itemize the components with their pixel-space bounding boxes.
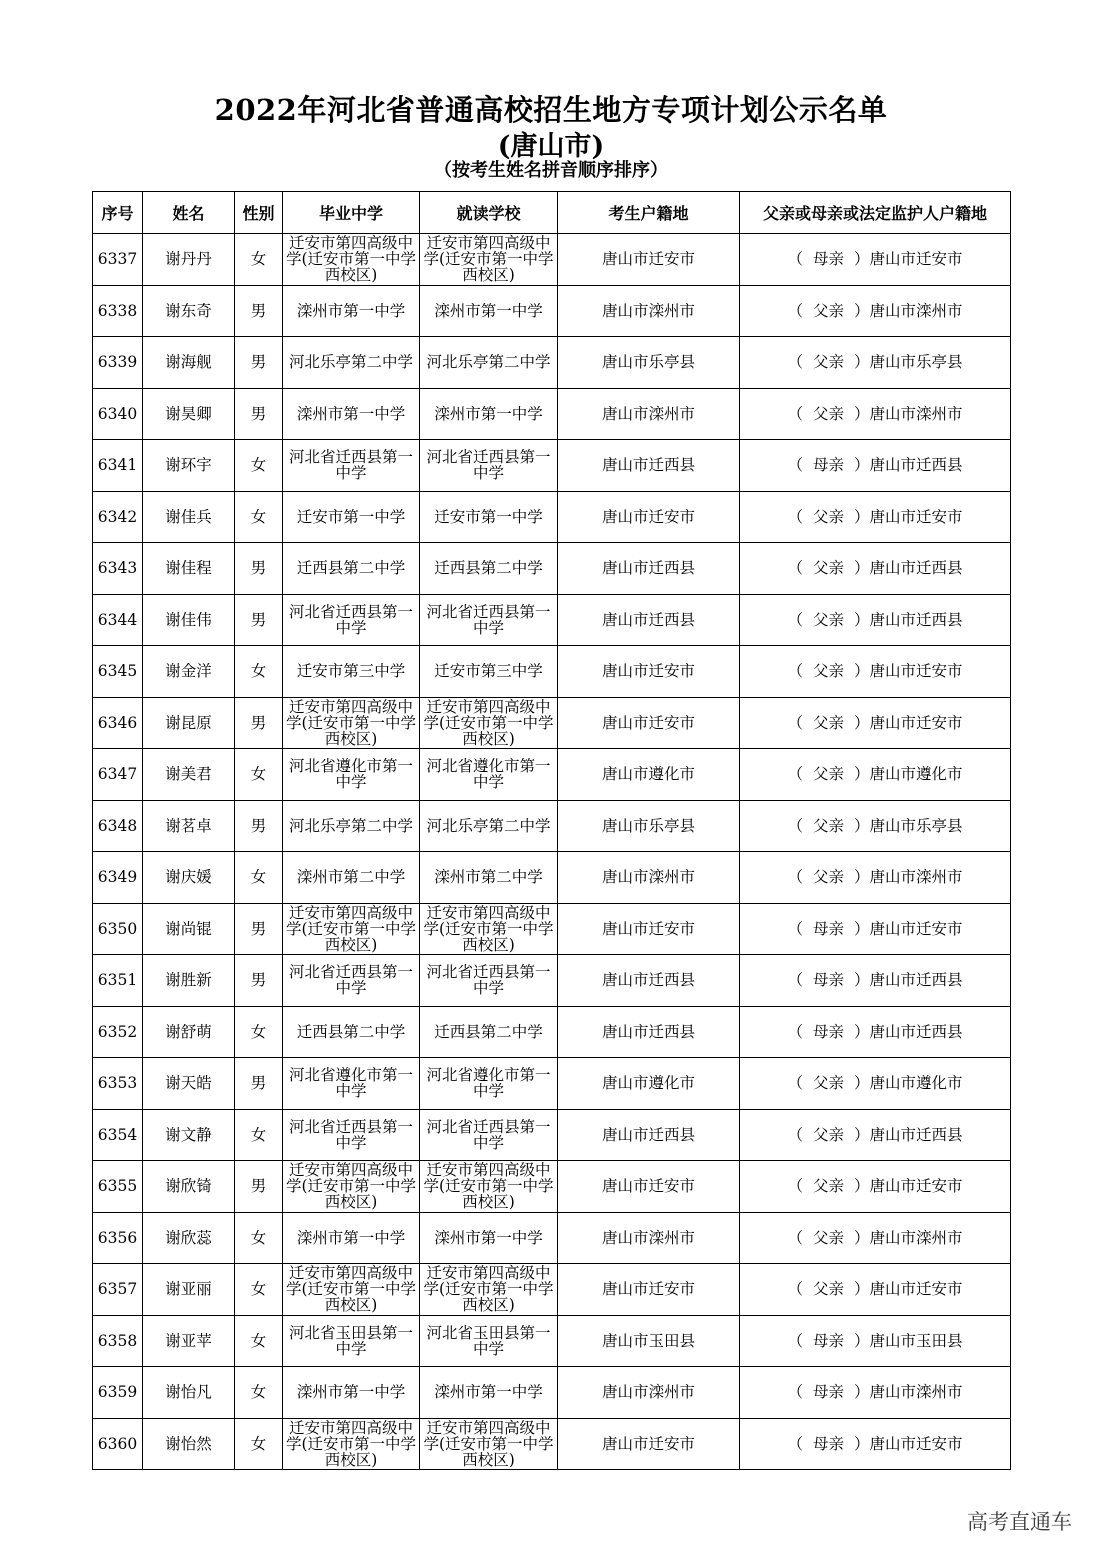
parent-hukou-cell: （ 母亲 ）唐山市迁安市 — [740, 1418, 1011, 1470]
row-index: 6352 — [93, 1006, 143, 1058]
current-school: 迁安市第四高级中学(迁安市第一中学西校区) — [420, 1418, 558, 1470]
student-name: 谢庆媛 — [143, 852, 235, 904]
row-index: 6346 — [93, 697, 143, 749]
graduate-school: 河北乐亭第二中学 — [283, 800, 420, 852]
parent-relation: 父亲 — [812, 1280, 844, 1299]
student-gender: 女 — [235, 1109, 283, 1161]
table-row — [93, 1006, 1011, 1058]
student-gender: 女 — [235, 749, 283, 801]
student-gender: 女 — [235, 1367, 283, 1419]
table-row — [93, 285, 1011, 337]
current-school: 滦州市第二中学 — [420, 852, 558, 904]
parent-relation: 父亲 — [812, 816, 844, 835]
table-row — [93, 388, 1011, 440]
parent-relation: 母亲 — [812, 971, 844, 990]
student-hukou: 唐山市迁西县 — [558, 1109, 740, 1161]
parent-hukou: 唐山市滦州市 — [869, 1383, 963, 1402]
current-school: 河北省玉田县第一中学 — [420, 1315, 558, 1367]
graduate-school: 迁安市第四高级中学(迁安市第一中学西校区) — [283, 697, 420, 749]
current-school: 迁安市第一中学 — [420, 491, 558, 543]
graduate-school: 滦州市第一中学 — [283, 285, 420, 337]
parent-hukou-cell: （ 母亲 ）唐山市迁西县 — [740, 440, 1011, 492]
student-name: 谢亚苹 — [143, 1315, 235, 1367]
parent-hukou-cell: （ 父亲 ）唐山市遵化市 — [740, 749, 1011, 801]
current-school: 河北乐亭第二中学 — [420, 337, 558, 389]
student-hukou: 唐山市迁安市 — [558, 697, 740, 749]
parent-relation: 父亲 — [812, 1074, 844, 1093]
current-school: 河北省迁西县第一中学 — [420, 594, 558, 646]
row-index: 6339 — [93, 337, 143, 389]
student-hukou: 唐山市遵化市 — [558, 749, 740, 801]
parent-hukou-cell: （ 父亲 ）唐山市滦州市 — [740, 1212, 1011, 1264]
table-row — [93, 800, 1011, 852]
student-name: 谢欣蕊 — [143, 1212, 235, 1264]
student-hukou: 唐山市乐亭县 — [558, 800, 740, 852]
parent-relation: 父亲 — [812, 1125, 844, 1144]
parent-hukou-cell: （ 父亲 ）唐山市滦州市 — [740, 388, 1011, 440]
header-graduate-school: 毕业中学 — [283, 192, 420, 234]
parent-relation: 父亲 — [812, 713, 844, 732]
student-gender: 女 — [235, 440, 283, 492]
table-row — [93, 1058, 1011, 1110]
table-row — [93, 543, 1011, 595]
table-row — [93, 440, 1011, 492]
table-row — [93, 1367, 1011, 1419]
parent-hukou-cell: （ 父亲 ）唐山市迁安市 — [740, 491, 1011, 543]
header-current-school: 就读学校 — [420, 192, 558, 234]
parent-hukou-cell: （ 母亲 ）唐山市迁西县 — [740, 955, 1011, 1007]
student-hukou: 唐山市滦州市 — [558, 388, 740, 440]
student-hukou: 唐山市玉田县 — [558, 1315, 740, 1367]
row-index: 6350 — [93, 903, 143, 955]
current-school: 滦州市第一中学 — [420, 388, 558, 440]
current-school: 河北省迁西县第一中学 — [420, 955, 558, 1007]
graduate-school: 滦州市第一中学 — [283, 1367, 420, 1419]
current-school: 迁安市第四高级中学(迁安市第一中学西校区) — [420, 697, 558, 749]
parent-hukou-cell: （ 母亲 ）唐山市迁安市 — [740, 234, 1011, 286]
current-school: 滦州市第一中学 — [420, 1367, 558, 1419]
current-school: 河北省遵化市第一中学 — [420, 1058, 558, 1110]
parent-relation: 母亲 — [812, 919, 844, 938]
student-name: 谢欣锜 — [143, 1161, 235, 1213]
table-row — [93, 234, 1011, 286]
row-index: 6344 — [93, 594, 143, 646]
parent-relation: 母亲 — [812, 456, 844, 475]
parent-relation: 父亲 — [812, 765, 844, 784]
table-row — [93, 1264, 1011, 1316]
parent-hukou-cell: （ 母亲 ）唐山市迁西县 — [740, 1006, 1011, 1058]
student-name: 谢舒萌 — [143, 1006, 235, 1058]
row-index: 6351 — [93, 955, 143, 1007]
parent-hukou: 唐山市滦州市 — [869, 868, 963, 887]
student-gender: 男 — [235, 337, 283, 389]
graduate-school: 迁安市第四高级中学(迁安市第一中学西校区) — [283, 903, 420, 955]
student-name: 谢金洋 — [143, 646, 235, 698]
graduate-school: 滦州市第一中学 — [283, 1212, 420, 1264]
graduate-school: 滦州市第一中学 — [283, 388, 420, 440]
student-hukou: 唐山市迁安市 — [558, 1418, 740, 1470]
parent-relation: 父亲 — [812, 301, 844, 320]
student-name: 谢胜新 — [143, 955, 235, 1007]
parent-hukou: 唐山市迁西县 — [869, 559, 963, 578]
watermark: 高考直通车 — [967, 1510, 1072, 1534]
parent-relation: 母亲 — [812, 1383, 844, 1402]
page-title: 2022年河北省普通高校招生地方专项计划公示名单 — [214, 93, 888, 127]
current-school: 滦州市第一中学 — [420, 285, 558, 337]
student-gender: 女 — [235, 1006, 283, 1058]
student-hukou: 唐山市迁西县 — [558, 1006, 740, 1058]
student-hukou: 唐山市迁西县 — [558, 955, 740, 1007]
parent-hukou-cell: （ 父亲 ）唐山市乐亭县 — [740, 800, 1011, 852]
student-hukou: 唐山市迁安市 — [558, 903, 740, 955]
sort-note: （按考生姓名拼音顺序排序） — [434, 160, 668, 181]
parent-relation: 母亲 — [812, 250, 844, 269]
parent-hukou: 唐山市遵化市 — [869, 765, 963, 784]
row-index: 6348 — [93, 800, 143, 852]
student-name: 谢美君 — [143, 749, 235, 801]
student-hukou: 唐山市迁安市 — [558, 234, 740, 286]
row-index: 6347 — [93, 749, 143, 801]
table-row — [93, 903, 1011, 955]
student-gender: 男 — [235, 543, 283, 595]
student-gender: 女 — [235, 234, 283, 286]
parent-hukou-cell: （ 母亲 ）唐山市滦州市 — [740, 1367, 1011, 1419]
current-school: 迁西县第二中学 — [420, 543, 558, 595]
current-school: 河北省遵化市第一中学 — [420, 749, 558, 801]
student-gender: 男 — [235, 594, 283, 646]
row-index: 6342 — [93, 491, 143, 543]
parent-hukou-cell: （ 父亲 ）唐山市迁安市 — [740, 1161, 1011, 1213]
student-gender: 女 — [235, 1418, 283, 1470]
row-index: 6356 — [93, 1212, 143, 1264]
table-header-row — [93, 192, 1011, 234]
parent-hukou: 唐山市乐亭县 — [869, 353, 963, 372]
current-school: 河北省迁西县第一中学 — [420, 1109, 558, 1161]
student-hukou: 唐山市乐亭县 — [558, 337, 740, 389]
student-gender: 女 — [235, 1212, 283, 1264]
table-row — [93, 1161, 1011, 1213]
student-hukou: 唐山市滦州市 — [558, 1212, 740, 1264]
student-hukou: 唐山市迁安市 — [558, 646, 740, 698]
roster-table — [92, 191, 1011, 1470]
parent-relation: 父亲 — [812, 353, 844, 372]
student-name: 谢茗卓 — [143, 800, 235, 852]
parent-hukou: 唐山市迁安市 — [869, 919, 963, 938]
student-hukou: 唐山市迁西县 — [558, 594, 740, 646]
parent-hukou-cell: （ 父亲 ）唐山市滦州市 — [740, 285, 1011, 337]
graduate-school: 河北省玉田县第一中学 — [283, 1315, 420, 1367]
student-gender: 男 — [235, 697, 283, 749]
parent-hukou-cell: （ 母亲 ）唐山市玉田县 — [740, 1315, 1011, 1367]
header-index: 序号 — [93, 192, 143, 234]
parent-relation: 父亲 — [812, 610, 844, 629]
row-index: 6353 — [93, 1058, 143, 1110]
parent-hukou: 唐山市迁西县 — [869, 971, 963, 990]
graduate-school: 迁安市第一中学 — [283, 491, 420, 543]
row-index: 6358 — [93, 1315, 143, 1367]
parent-hukou: 唐山市迁西县 — [869, 610, 963, 629]
table-row — [93, 1418, 1011, 1470]
student-name: 谢尚锟 — [143, 903, 235, 955]
student-name: 谢昆原 — [143, 697, 235, 749]
table-row — [93, 955, 1011, 1007]
parent-hukou: 唐山市遵化市 — [869, 1074, 963, 1093]
student-name: 谢环宇 — [143, 440, 235, 492]
current-school: 迁安市第三中学 — [420, 646, 558, 698]
current-school: 迁安市第四高级中学(迁安市第一中学西校区) — [420, 903, 558, 955]
student-name: 谢丹丹 — [143, 234, 235, 286]
table-row — [93, 697, 1011, 749]
parent-hukou-cell: （ 父亲 ）唐山市迁安市 — [740, 1264, 1011, 1316]
student-gender: 男 — [235, 1058, 283, 1110]
student-name: 谢佳伟 — [143, 594, 235, 646]
graduate-school: 河北省迁西县第一中学 — [283, 594, 420, 646]
current-school: 迁安市第四高级中学(迁安市第一中学西校区) — [420, 1264, 558, 1316]
graduate-school: 迁安市第三中学 — [283, 646, 420, 698]
parent-relation: 母亲 — [812, 1434, 844, 1453]
graduate-school: 迁西县第二中学 — [283, 543, 420, 595]
row-index: 6345 — [93, 646, 143, 698]
parent-relation: 母亲 — [812, 1022, 844, 1041]
graduate-school: 河北省遵化市第一中学 — [283, 749, 420, 801]
header-parent-hukou: 父亲或母亲或法定监护人户籍地 — [740, 192, 1011, 234]
student-name: 谢怡凡 — [143, 1367, 235, 1419]
student-hukou: 唐山市滦州市 — [558, 285, 740, 337]
student-hukou: 唐山市迁西县 — [558, 543, 740, 595]
parent-hukou: 唐山市迁安市 — [869, 662, 963, 681]
parent-relation: 父亲 — [812, 1228, 844, 1247]
parent-hukou: 唐山市迁安市 — [869, 1280, 963, 1299]
current-school: 河北省迁西县第一中学 — [420, 440, 558, 492]
student-gender: 男 — [235, 903, 283, 955]
header-name: 姓名 — [143, 192, 235, 234]
student-name: 谢文静 — [143, 1109, 235, 1161]
student-hukou: 唐山市迁安市 — [558, 1264, 740, 1316]
table-row — [93, 1109, 1011, 1161]
table-row — [93, 749, 1011, 801]
current-school: 迁安市第四高级中学(迁安市第一中学西校区) — [420, 1161, 558, 1213]
parent-hukou: 唐山市迁安市 — [869, 507, 963, 526]
student-hukou: 唐山市迁安市 — [558, 1161, 740, 1213]
student-hukou: 唐山市遵化市 — [558, 1058, 740, 1110]
header-hukou: 考生户籍地 — [558, 192, 740, 234]
parent-hukou: 唐山市滦州市 — [869, 301, 963, 320]
graduate-school: 河北乐亭第二中学 — [283, 337, 420, 389]
parent-hukou: 唐山市滦州市 — [869, 1228, 963, 1247]
student-hukou: 唐山市滦州市 — [558, 1367, 740, 1419]
student-gender: 男 — [235, 955, 283, 1007]
student-name: 谢亚丽 — [143, 1264, 235, 1316]
parent-hukou: 唐山市迁安市 — [869, 713, 963, 732]
graduate-school: 滦州市第二中学 — [283, 852, 420, 904]
student-name: 谢怡然 — [143, 1418, 235, 1470]
parent-hukou: 唐山市滦州市 — [869, 404, 963, 423]
graduate-school: 河北省迁西县第一中学 — [283, 1109, 420, 1161]
student-gender: 女 — [235, 491, 283, 543]
graduate-school: 迁安市第四高级中学(迁安市第一中学西校区) — [283, 1264, 420, 1316]
parent-hukou-cell: （ 父亲 ）唐山市迁西县 — [740, 1109, 1011, 1161]
student-hukou: 唐山市滦州市 — [558, 852, 740, 904]
parent-relation: 父亲 — [812, 868, 844, 887]
parent-relation: 父亲 — [812, 1177, 844, 1196]
row-index: 6355 — [93, 1161, 143, 1213]
parent-hukou: 唐山市迁西县 — [869, 1022, 963, 1041]
parent-hukou-cell: （ 父亲 ）唐山市迁安市 — [740, 646, 1011, 698]
table-body — [93, 234, 1011, 1470]
row-index: 6360 — [93, 1418, 143, 1470]
parent-hukou-cell: （ 父亲 ）唐山市迁西县 — [740, 543, 1011, 595]
student-gender: 女 — [235, 852, 283, 904]
parent-relation: 母亲 — [812, 1331, 844, 1350]
parent-hukou: 唐山市迁西县 — [869, 1125, 963, 1144]
table-row — [93, 1315, 1011, 1367]
student-name: 谢佳程 — [143, 543, 235, 595]
parent-relation: 父亲 — [812, 404, 844, 423]
table-row — [93, 646, 1011, 698]
parent-hukou: 唐山市乐亭县 — [869, 816, 963, 835]
row-index: 6343 — [93, 543, 143, 595]
parent-relation: 父亲 — [812, 559, 844, 578]
graduate-school: 迁安市第四高级中学(迁安市第一中学西校区) — [283, 234, 420, 286]
student-gender: 女 — [235, 646, 283, 698]
row-index: 6340 — [93, 388, 143, 440]
table-row — [93, 852, 1011, 904]
student-gender: 女 — [235, 1264, 283, 1316]
current-school: 迁安市第四高级中学(迁安市第一中学西校区) — [420, 234, 558, 286]
row-index: 6349 — [93, 852, 143, 904]
graduate-school: 迁安市第四高级中学(迁安市第一中学西校区) — [283, 1161, 420, 1213]
table-row — [93, 337, 1011, 389]
student-name: 谢海舰 — [143, 337, 235, 389]
table-row — [93, 594, 1011, 646]
parent-hukou: 唐山市迁西县 — [869, 456, 963, 475]
student-hukou: 唐山市迁安市 — [558, 491, 740, 543]
parent-hukou-cell: （ 父亲 ）唐山市迁安市 — [740, 697, 1011, 749]
row-index: 6337 — [93, 234, 143, 286]
row-index: 6338 — [93, 285, 143, 337]
row-index: 6341 — [93, 440, 143, 492]
student-name: 谢昊卿 — [143, 388, 235, 440]
header-gender: 性别 — [235, 192, 283, 234]
student-gender: 男 — [235, 1161, 283, 1213]
student-gender: 男 — [235, 285, 283, 337]
parent-hukou: 唐山市迁安市 — [869, 1177, 963, 1196]
parent-relation: 父亲 — [812, 507, 844, 526]
page-subtitle: (唐山市) — [497, 131, 605, 162]
parent-hukou: 唐山市玉田县 — [869, 1331, 963, 1350]
parent-hukou: 唐山市迁安市 — [869, 250, 963, 269]
graduate-school: 迁西县第二中学 — [283, 1006, 420, 1058]
parent-hukou-cell: （ 父亲 ）唐山市遵化市 — [740, 1058, 1011, 1110]
parent-hukou-cell: （ 母亲 ）唐山市迁安市 — [740, 903, 1011, 955]
table-row — [93, 1212, 1011, 1264]
row-index: 6354 — [93, 1109, 143, 1161]
graduate-school: 河北省迁西县第一中学 — [283, 440, 420, 492]
graduate-school: 河北省迁西县第一中学 — [283, 955, 420, 1007]
student-gender: 女 — [235, 1315, 283, 1367]
row-index: 6359 — [93, 1367, 143, 1419]
student-gender: 男 — [235, 800, 283, 852]
student-gender: 男 — [235, 388, 283, 440]
parent-relation: 父亲 — [812, 662, 844, 681]
student-name: 谢佳兵 — [143, 491, 235, 543]
student-hukou: 唐山市迁西县 — [558, 440, 740, 492]
student-name: 谢东奇 — [143, 285, 235, 337]
graduate-school: 迁安市第四高级中学(迁安市第一中学西校区) — [283, 1418, 420, 1470]
graduate-school: 河北省遵化市第一中学 — [283, 1058, 420, 1110]
current-school: 滦州市第一中学 — [420, 1212, 558, 1264]
student-name: 谢天皓 — [143, 1058, 235, 1110]
current-school: 迁西县第二中学 — [420, 1006, 558, 1058]
parent-hukou-cell: （ 父亲 ）唐山市迁西县 — [740, 594, 1011, 646]
current-school: 河北乐亭第二中学 — [420, 800, 558, 852]
parent-hukou-cell: （ 父亲 ）唐山市滦州市 — [740, 852, 1011, 904]
parent-hukou-cell: （ 父亲 ）唐山市乐亭县 — [740, 337, 1011, 389]
table-row — [93, 491, 1011, 543]
row-index: 6357 — [93, 1264, 143, 1316]
parent-hukou: 唐山市迁安市 — [869, 1434, 963, 1453]
